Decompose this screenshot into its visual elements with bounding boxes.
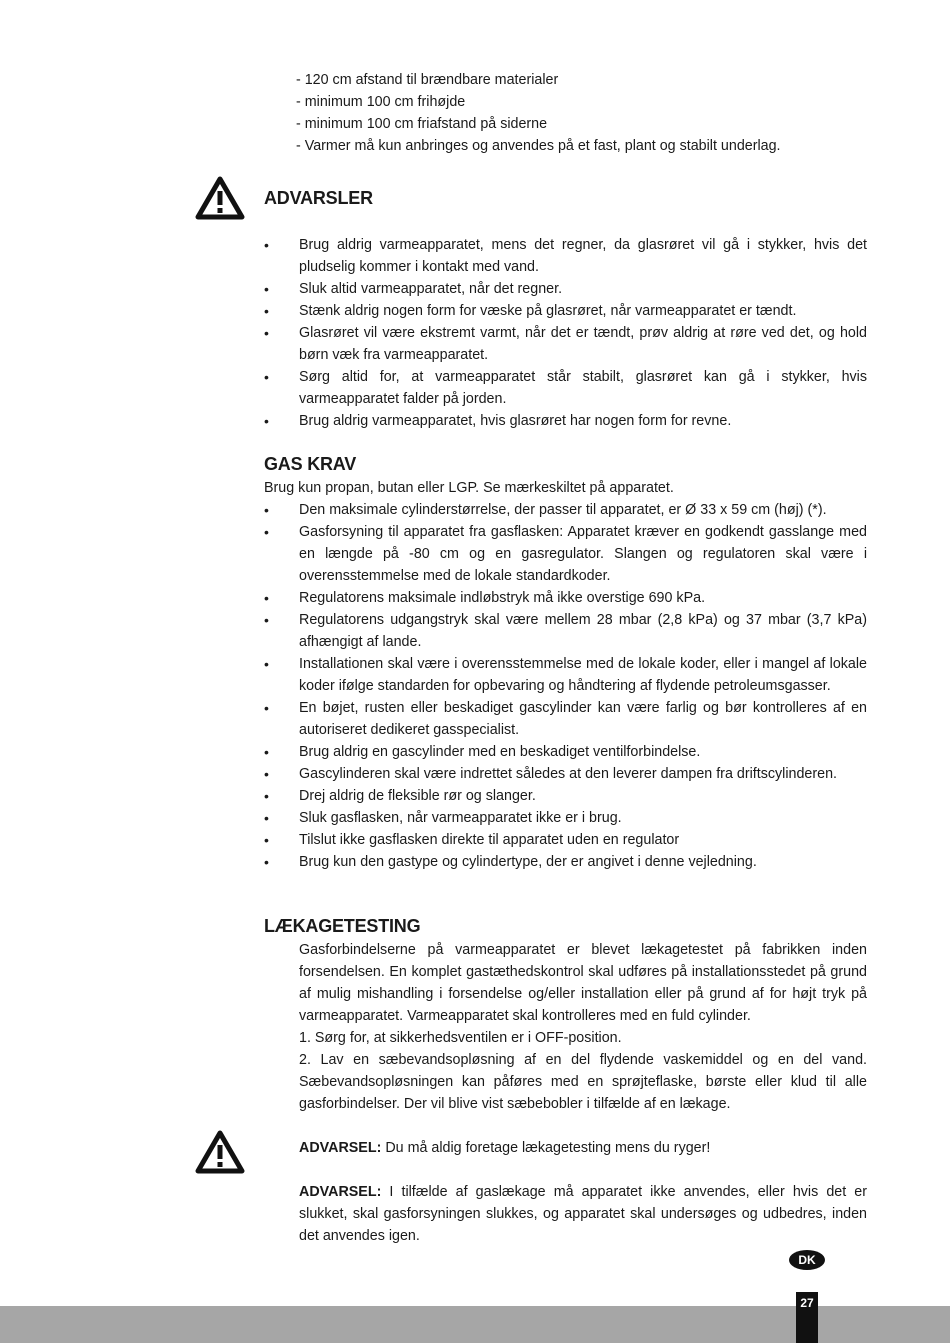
list-item: • Den maksimale cylinderstørrelse, der passer til apparatet, er Ø 33 x 59 cm (høj) (*). xyxy=(264,499,867,521)
list-item: • Drej aldrig de fleksible rør og slanger. xyxy=(264,785,867,807)
list-item: • Gasforsyning til apparatet fra gasflasken: Apparatet kræver en godkendt gasslange med en længde på -80 cm og en gasregulator. Slangen og regulatoren skal være i overensstemmelse med de lokale standardkoder. xyxy=(264,521,867,587)
laekagetesting-paragraph: Gasforbindelserne på varmeapparatet er blevet lækagetestet på fabrikken inden forsendelsen. En komplet gastæthedskontrol skal udføres på installationsstedet på grund af mulig mishandling i forsendelse og/eller installation eller på grund af for højt tryk på varmeapparatet. Varmeapparatet skal kontrolleres med en fuld cylinder. xyxy=(299,942,867,1024)
laekagetesting-step-2: 2. Lav en sæbevandsopløsning af en del flydende vaskemiddel og en del vand. Sæbevandsopløsningen kan påføres med en sprøjteflaske, børste eller klud til alle gasforbindelser. Der vil blive vist sæbebobler i tilfælde af en lækage. xyxy=(299,1052,867,1112)
warning-label: ADVARSEL: xyxy=(299,1184,382,1200)
warning-text: I tilfælde af gaslækage må apparatet ikke anvendes, eller hvis det er slukket, skal gasforsyningen slukkes, og apparatet skal undersøges og udbedres, inden det anvendes igen. xyxy=(299,1184,867,1244)
warning-label: ADVARSEL: xyxy=(299,1140,382,1156)
laekagetesting-step-1: 1. Sørg for, at sikkerhedsventilen er i OFF-position. xyxy=(299,1030,622,1046)
gas-krav-lead: Brug kun propan, butan eller LGP. Se mærkeskiltet på apparatet. xyxy=(264,480,674,496)
warning-note xyxy=(299,1137,867,1159)
list-item: • Sluk gasflasken, når varmeapparatet ikke er i brug. xyxy=(264,807,867,829)
list-item: • Sørg altid for, at varmeapparatet står stabilt, glasrøret kan gå i stykker, hvis varmeapparatet falder på jorden. xyxy=(264,366,867,410)
intro-list xyxy=(296,69,781,157)
list-item: • Brug aldrig varmeapparatet, mens det regner, da glasrøret vil gå i stykker, hvis det pludselig kommer i kontakt med vand. xyxy=(264,234,867,278)
list-item: • Brug aldrig varmeapparatet, hvis glasrøret har nogen form for revne. xyxy=(264,410,867,432)
list-item: • Installationen skal være i overensstemmelse med de lokale koder, eller i mangel af lokale koder ifølge standarden for opbevaring og håndtering af flydende petroleumsgasser. xyxy=(264,653,867,697)
list-item: • Gascylinderen skal være indrettet således at den leverer dampen fra driftscylinderen. xyxy=(264,763,867,785)
warning-triangle-icon xyxy=(195,176,245,220)
list-item: • Stænk aldrig nogen form for væske på glasrøret, når varmeapparatet er tændt. xyxy=(264,300,867,322)
intro-item: - minimum 100 cm friafstand på siderne xyxy=(296,116,548,132)
gas-krav-heading: GAS KRAV xyxy=(264,454,357,474)
advarsler-list xyxy=(264,234,867,432)
advarsler-heading: ADVARSLER xyxy=(264,188,373,208)
page-number-tab xyxy=(796,1292,818,1343)
intro-item: - Varmer må kun anbringes og anvendes på et fast, plant og stabilt underlag. xyxy=(296,138,781,154)
warning-triangle-icon xyxy=(195,1130,245,1174)
list-item: • En bøjet, rusten eller beskadiget gascylinder kan være farlig og bør kontrolleres af en autoriseret dedikeret gasspecialist. xyxy=(264,697,867,741)
list-item: • Brug aldrig en gascylinder med en beskadiget ventilforbindelse. xyxy=(264,741,867,763)
laekagetesting-heading: LÆKAGETESTING xyxy=(264,916,421,936)
list-item: • Sluk altid varmeapparatet, når det regner. xyxy=(264,278,867,300)
laekagetesting-body xyxy=(299,939,867,1115)
list-item: • Regulatorens udgangstryk skal være mellem 28 mbar (2,8 kPa) og 37 mbar (3,7 kPa) afhængigt af lande. xyxy=(264,609,867,653)
list-item: • Regulatorens maksimale indløbstryk må ikke overstige 690 kPa. xyxy=(264,587,867,609)
gas-krav-list xyxy=(264,499,867,873)
list-item: • Glasrøret vil være ekstremt varmt, når det er tændt, prøv aldrig at røre ved det, og hold børn væk fra varmeapparatet. xyxy=(264,322,867,366)
page-number: 27 xyxy=(800,1296,814,1310)
list-item: • Tilslut ikke gasflasken direkte til apparatet uden en regulator xyxy=(264,829,867,851)
language-badge: DK xyxy=(789,1250,825,1270)
intro-item: - 120 cm afstand til brændbare materialer xyxy=(296,72,559,88)
warning-text: Du må aldig foretage lækagetesting mens du ryger! xyxy=(381,1140,711,1156)
intro-item: - minimum 100 cm frihøjde xyxy=(296,94,466,110)
warning-note xyxy=(299,1181,867,1247)
list-item: • Brug kun den gastype og cylindertype, der er angivet i denne vejledning. xyxy=(264,851,867,873)
